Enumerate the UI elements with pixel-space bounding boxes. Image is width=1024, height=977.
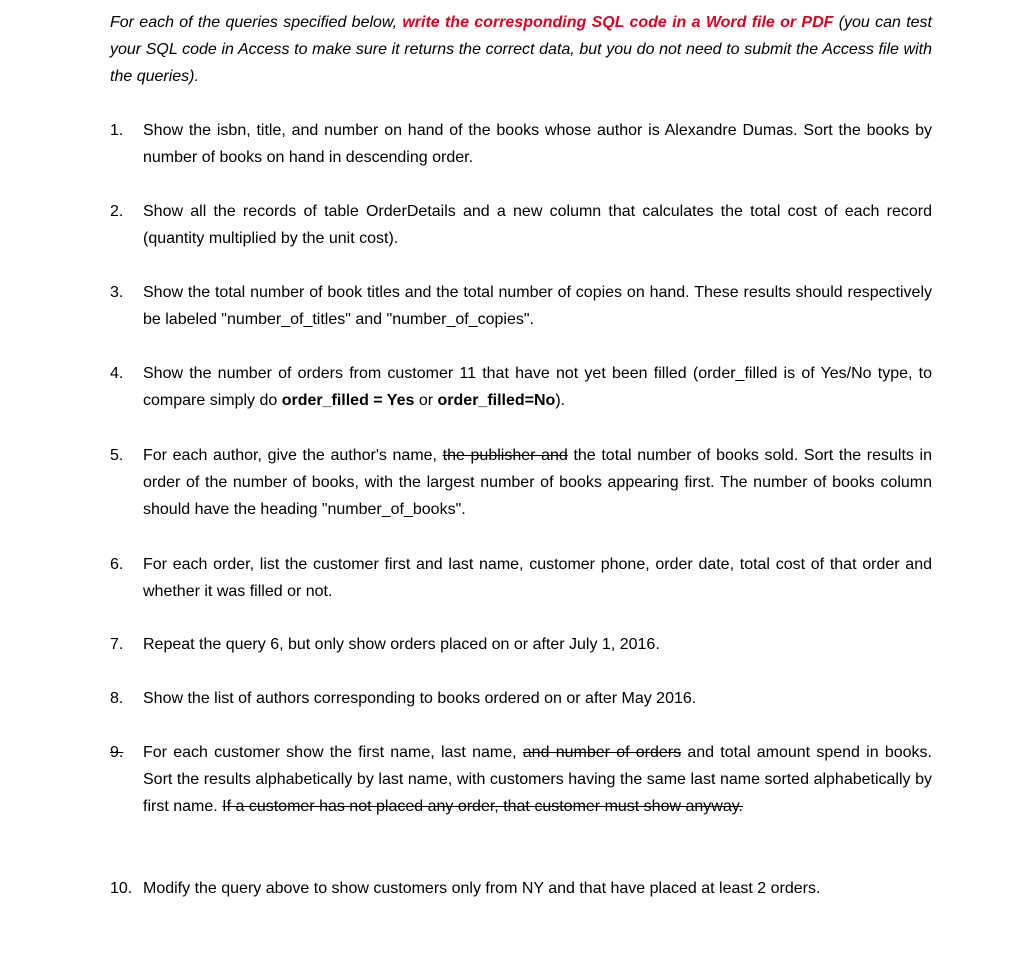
intro-lead: For each of the queries specified below, <box>110 14 403 31</box>
struck-text: and number of orders <box>522 744 682 761</box>
item-number: 5. <box>110 447 124 464</box>
item-number: 1. <box>110 122 124 139</box>
item-bold-part: order_filled = Yes <box>281 392 415 409</box>
item-number: 6. <box>110 556 124 573</box>
item-text <box>143 739 932 820</box>
item-text-part: For each customer show the first name, last name, <box>143 744 523 761</box>
query-item-7 <box>110 631 932 658</box>
intro-paragraph <box>110 9 932 90</box>
item-text: Show the isbn, title, and number on hand of the books whose author is Alexandre Dumas. Sort the books by number of books on hand in descending order. <box>143 122 932 166</box>
item-text-part: ). <box>555 392 566 409</box>
intro-tail: (you can test your SQL code in Access to make sure it returns the correct data, but you do not need to submit the Access file with the queries). <box>110 14 933 85</box>
query-item-1 <box>110 117 932 171</box>
item-text-part: and total amount spend in books. Sort the results alphabetically by last name, with customers having the same last name sorted alphabetically by first name. <box>143 744 933 815</box>
item-text-part: the total number of books sold. Sort the results in order of the number of books, with the largest number of books appearing first. The number of books column should have the heading "number_of_books". <box>143 447 933 518</box>
query-item-3 <box>110 279 932 333</box>
item-text <box>143 442 932 523</box>
item-text: Show all the records of table OrderDetails and a new column that calculates the total cost of each record (quantity multiplied by the unit cost). <box>143 203 932 247</box>
query-item-8 <box>110 685 932 712</box>
item-text: Repeat the query 6, but only show orders placed on or after July 1, 2016. <box>143 636 660 653</box>
item-text-part: For each author, give the author's name, <box>143 447 443 464</box>
intro-highlight: write the corresponding SQL code in a Word file or PDF <box>402 14 834 31</box>
item-text: Modify the query above to show customers only from NY and that have placed at least 2 orders. <box>143 880 821 897</box>
query-item-5 <box>110 442 932 523</box>
item-text: Show the list of authors corresponding to books ordered on or after May 2016. <box>143 690 697 707</box>
item-text <box>143 360 932 414</box>
item-number: 2. <box>110 203 124 220</box>
item-number: 4. <box>110 365 124 382</box>
item-number: 10. <box>110 880 133 897</box>
query-item-2 <box>110 198 932 252</box>
item-number: 7. <box>110 636 124 653</box>
item-text-part: Show the number of orders from customer 11 that have not yet been filled (order_filled is of Yes/No type, to compare simply do <box>143 365 932 409</box>
query-item-6 <box>110 551 932 605</box>
item-text: For each order, list the customer first and last name, customer phone, order date, total cost of that order and whether it was filled or not. <box>143 556 932 600</box>
item-text: Show the total number of book titles and the total number of copies on hand. These results should respectively be labeled "number_of_titles" and "number_of_copies". <box>143 284 932 328</box>
item-bold-part: order_filled=No <box>437 392 556 409</box>
query-item-4 <box>110 360 932 414</box>
item-number: 3. <box>110 284 124 301</box>
item-text-part: or <box>414 392 438 409</box>
query-item-10 <box>110 875 932 902</box>
item-number: 8. <box>110 690 124 707</box>
item-number: 9. <box>110 744 124 761</box>
struck-text: If a customer has not placed any order, that customer must show anyway. <box>222 798 743 815</box>
struck-text: the publisher and <box>442 447 568 464</box>
query-item-9 <box>110 739 932 820</box>
